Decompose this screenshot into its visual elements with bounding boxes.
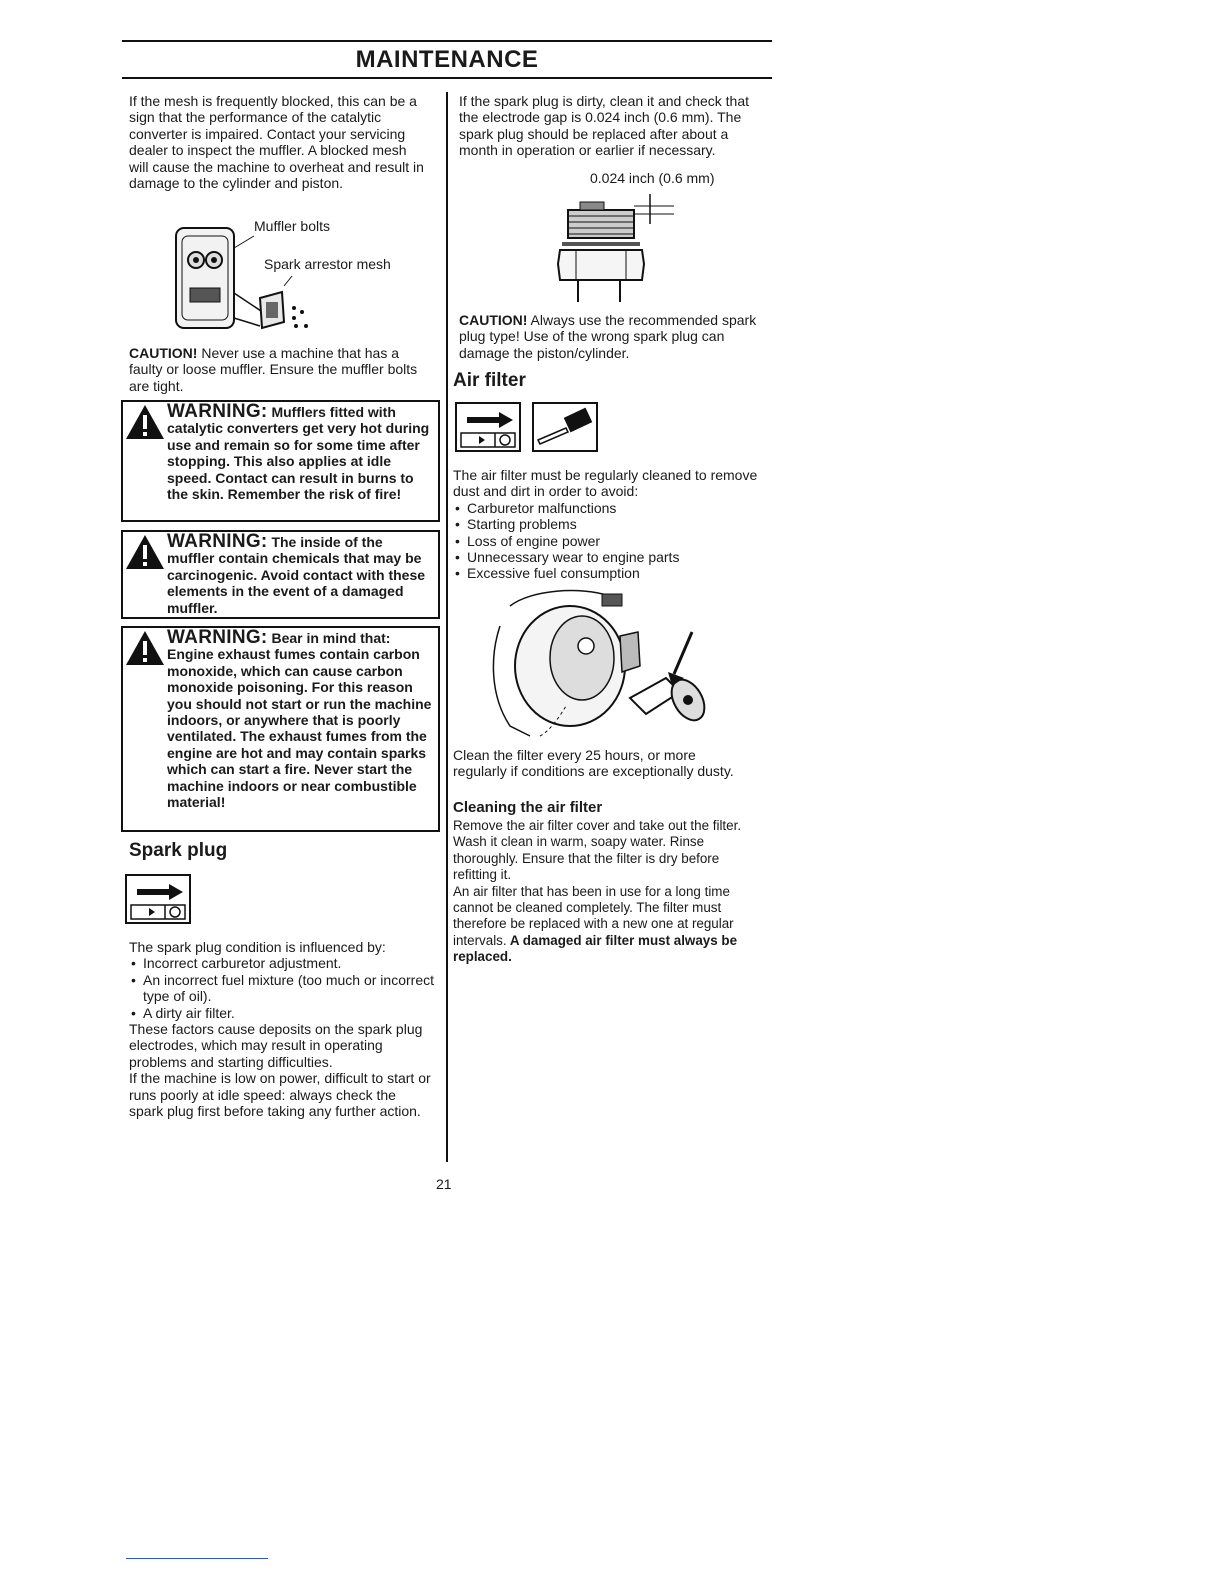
list-item: • Incorrect carburetor adjustment. — [129, 955, 434, 971]
muffler-figure — [172, 218, 422, 343]
maintenance-icon — [125, 874, 191, 924]
muffler-illustration — [172, 218, 422, 343]
cleaning-text: Remove the air filter cover and take out the filter. Wash it clean in warm, soapy water. Rinse thoroughly. Ensure that the filter is dry before refitting it. An air filter that has been in use for a long time cannot be cleaned completely. The filter must therefore be replaced with a new one at regular intervals. A damaged air filter must always be replaced. — [453, 818, 742, 965]
plug-clean-intro: If the spark plug is dirty, clean it and check that the electrode gap is 0.024 inch (0.6 mm). The spark plug should be replaced after about a month in operation or earlier if necessary. — [459, 93, 750, 159]
page-number: 21 — [436, 1176, 452, 1192]
list-item: • Unnecessary wear to engine parts — [453, 549, 763, 565]
warning-triangle-icon — [125, 630, 165, 666]
warning-box-exhaust: WARNING: Bear in mind that: Engine exhaust fumes contain carbon monoxide, which can cause carbon monoxide poisoning. For this reason you should not start or run the machine indoors, or anywhere that is poorly ventilated. The exhaust fumes from the engine are hot and may contain sparks which can start a fire. Never start the machine indoors or near combustible material! — [121, 626, 440, 832]
footer-line — [126, 1558, 268, 1559]
muffler-bolts-label: Muffler bolts — [254, 218, 330, 234]
spark-plug-illustration — [556, 194, 676, 304]
list-item: • Starting problems — [453, 516, 763, 532]
warning-heading: WARNING: — [167, 627, 268, 648]
title-underline — [122, 77, 772, 79]
list-item: • Loss of engine power — [453, 533, 763, 549]
warning-box-hot-muffler: WARNING: Mufflers fitted with catalytic converters get very hot during use and remain so for some time after stopping. This also applies at idle speed. Contact can result in burns to the skin. Remember the risk of fire! — [121, 400, 440, 522]
cleaning-heading: Cleaning the air filter — [453, 799, 603, 816]
electrode-gap-label: 0.024 inch (0.6 mm) — [590, 170, 715, 186]
air-filter-text: The air filter must be regularly cleaned to remove dust and dirt in order to avoid: • Carburetor malfunctions • Starting problems • Loss of engine power • Unnecessary wear to engine parts • Excessive fuel consumption — [453, 467, 763, 582]
warning-triangle-icon — [125, 534, 165, 570]
list-item: • An incorrect fuel mixture (too much or incorrect type of oil). — [129, 972, 434, 1005]
top-rule — [122, 40, 772, 42]
spark-arrestor-label: Spark arrestor mesh — [264, 256, 391, 272]
warning-heading: WARNING: — [167, 531, 268, 552]
air-filter-illustration — [470, 586, 720, 746]
warning-box-carcinogenic: WARNING: The inside of the muffler contain chemicals that may be carcinogenic. Avoid contact with these elements in the event of a damaged muffler. — [121, 530, 440, 619]
list-item: • Excessive fuel consumption — [453, 565, 763, 581]
page-title: MAINTENANCE — [355, 46, 539, 73]
column-divider — [446, 92, 448, 1162]
clean-interval-text: Clean the filter every 25 hours, or more regularly if conditions are exceptionally dusty. — [453, 747, 734, 780]
muffler-caution: CAUTION! Never use a machine that has a faulty or loose muffler. Ensure the muffler bolts are tight. — [129, 345, 418, 394]
warning-heading: WARNING: — [167, 401, 268, 422]
maintenance-icon — [455, 402, 521, 452]
muffler-intro: If the mesh is frequently blocked, this can be a sign that the performance of the catalytic converter is impaired. Contact your servicing dealer to inspect the muffler. A blocked mesh will cause the machine to overheat and result in damage to the cylinder and piston. — [129, 93, 424, 192]
air-filter-heading: Air filter — [453, 370, 526, 391]
list-item: • A dirty air filter. — [129, 1005, 434, 1021]
caution-label: CAUTION! — [459, 312, 528, 328]
spark-plug-text: The spark plug condition is influenced by: • Incorrect carburetor adjustment. • An incorrect fuel mixture (too much or incorrect type of oil). • A dirty air filter. These factors cause deposits on the spark plug electrodes, which may result in operating problems and starting difficulties. If the machine is low on power, difficult to start or runs poorly at idle speed: always check the spark plug first before taking any further action. — [129, 939, 434, 1119]
spark-plug-heading: Spark plug — [129, 840, 228, 861]
warning-triangle-icon — [125, 404, 165, 440]
caution-label: CAUTION! — [129, 345, 198, 361]
brush-icon — [532, 402, 598, 452]
plug-caution: CAUTION! Always use the recommended spark plug type! Use of the wrong spark plug can damage the piston/cylinder. — [459, 312, 757, 361]
list-item: • Carburetor malfunctions — [453, 500, 763, 516]
